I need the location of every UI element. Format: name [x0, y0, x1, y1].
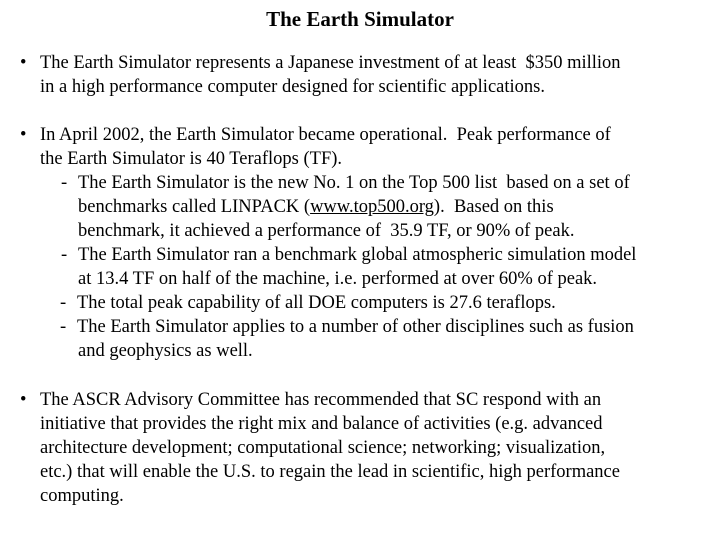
bullet-3-line: computing.: [40, 486, 124, 506]
bullet-1-line: in a high performance computer designed for scientific applications.: [40, 77, 545, 97]
sub-4-line: The Earth Simulator applies to a number of other disciplines such as fusion: [77, 317, 634, 337]
sub-2-line: at 13.4 TF on half of the machine, i.e. performed at over 60% of peak.: [78, 269, 598, 289]
bullet-1-line: The Earth Simulator represents a Japanese investment of at least $350 million: [40, 53, 621, 73]
sub-1-line: The Earth Simulator is the new No. 1 on the Top 500 list based on a set of: [78, 173, 630, 193]
bullet-icon: •: [20, 390, 27, 410]
sub-1-text: benchmarks called LINPACK (: [78, 197, 311, 217]
slide-title: The Earth Simulator: [266, 7, 454, 31]
bullet-2-line: In April 2002, the Earth Simulator became operational. Peak performance of: [40, 125, 611, 145]
dash-icon: -: [60, 293, 67, 313]
bullet-3-line: The ASCR Advisory Committee has recommended that SC respond with an: [40, 390, 602, 410]
bullet-3-line: etc.) that will enable the U.S. to regain the lead in scientific, high performance: [40, 462, 620, 482]
sub-4-line: and geophysics as well.: [78, 341, 253, 361]
sub-1-text: ). Based on this: [433, 197, 554, 217]
dash-icon: -: [60, 317, 67, 337]
sub-1-line: [78, 196, 554, 218]
bullet-icon: •: [20, 125, 27, 145]
sub-1-line: benchmark, it achieved a performance of 35.9 TF, or 90% of peak.: [78, 221, 575, 241]
dash-icon: -: [61, 173, 68, 193]
sub-2-line: The Earth Simulator ran a benchmark global atmospheric simulation model: [78, 245, 637, 265]
bullet-icon: •: [20, 53, 27, 73]
bullet-3-line: architecture development; computational science; networking; visualization,: [40, 438, 606, 458]
top500-link[interactable]: www.top500.org: [310, 197, 434, 217]
sub-3-line: The total peak capability of all DOE computers is 27.6 teraflops.: [77, 293, 556, 313]
bullet-2-line: the Earth Simulator is 40 Teraflops (TF).: [40, 149, 343, 169]
dash-icon: -: [61, 245, 68, 265]
bullet-3-line: initiative that provides the right mix and balance of activities (e.g. advanced: [40, 414, 603, 434]
